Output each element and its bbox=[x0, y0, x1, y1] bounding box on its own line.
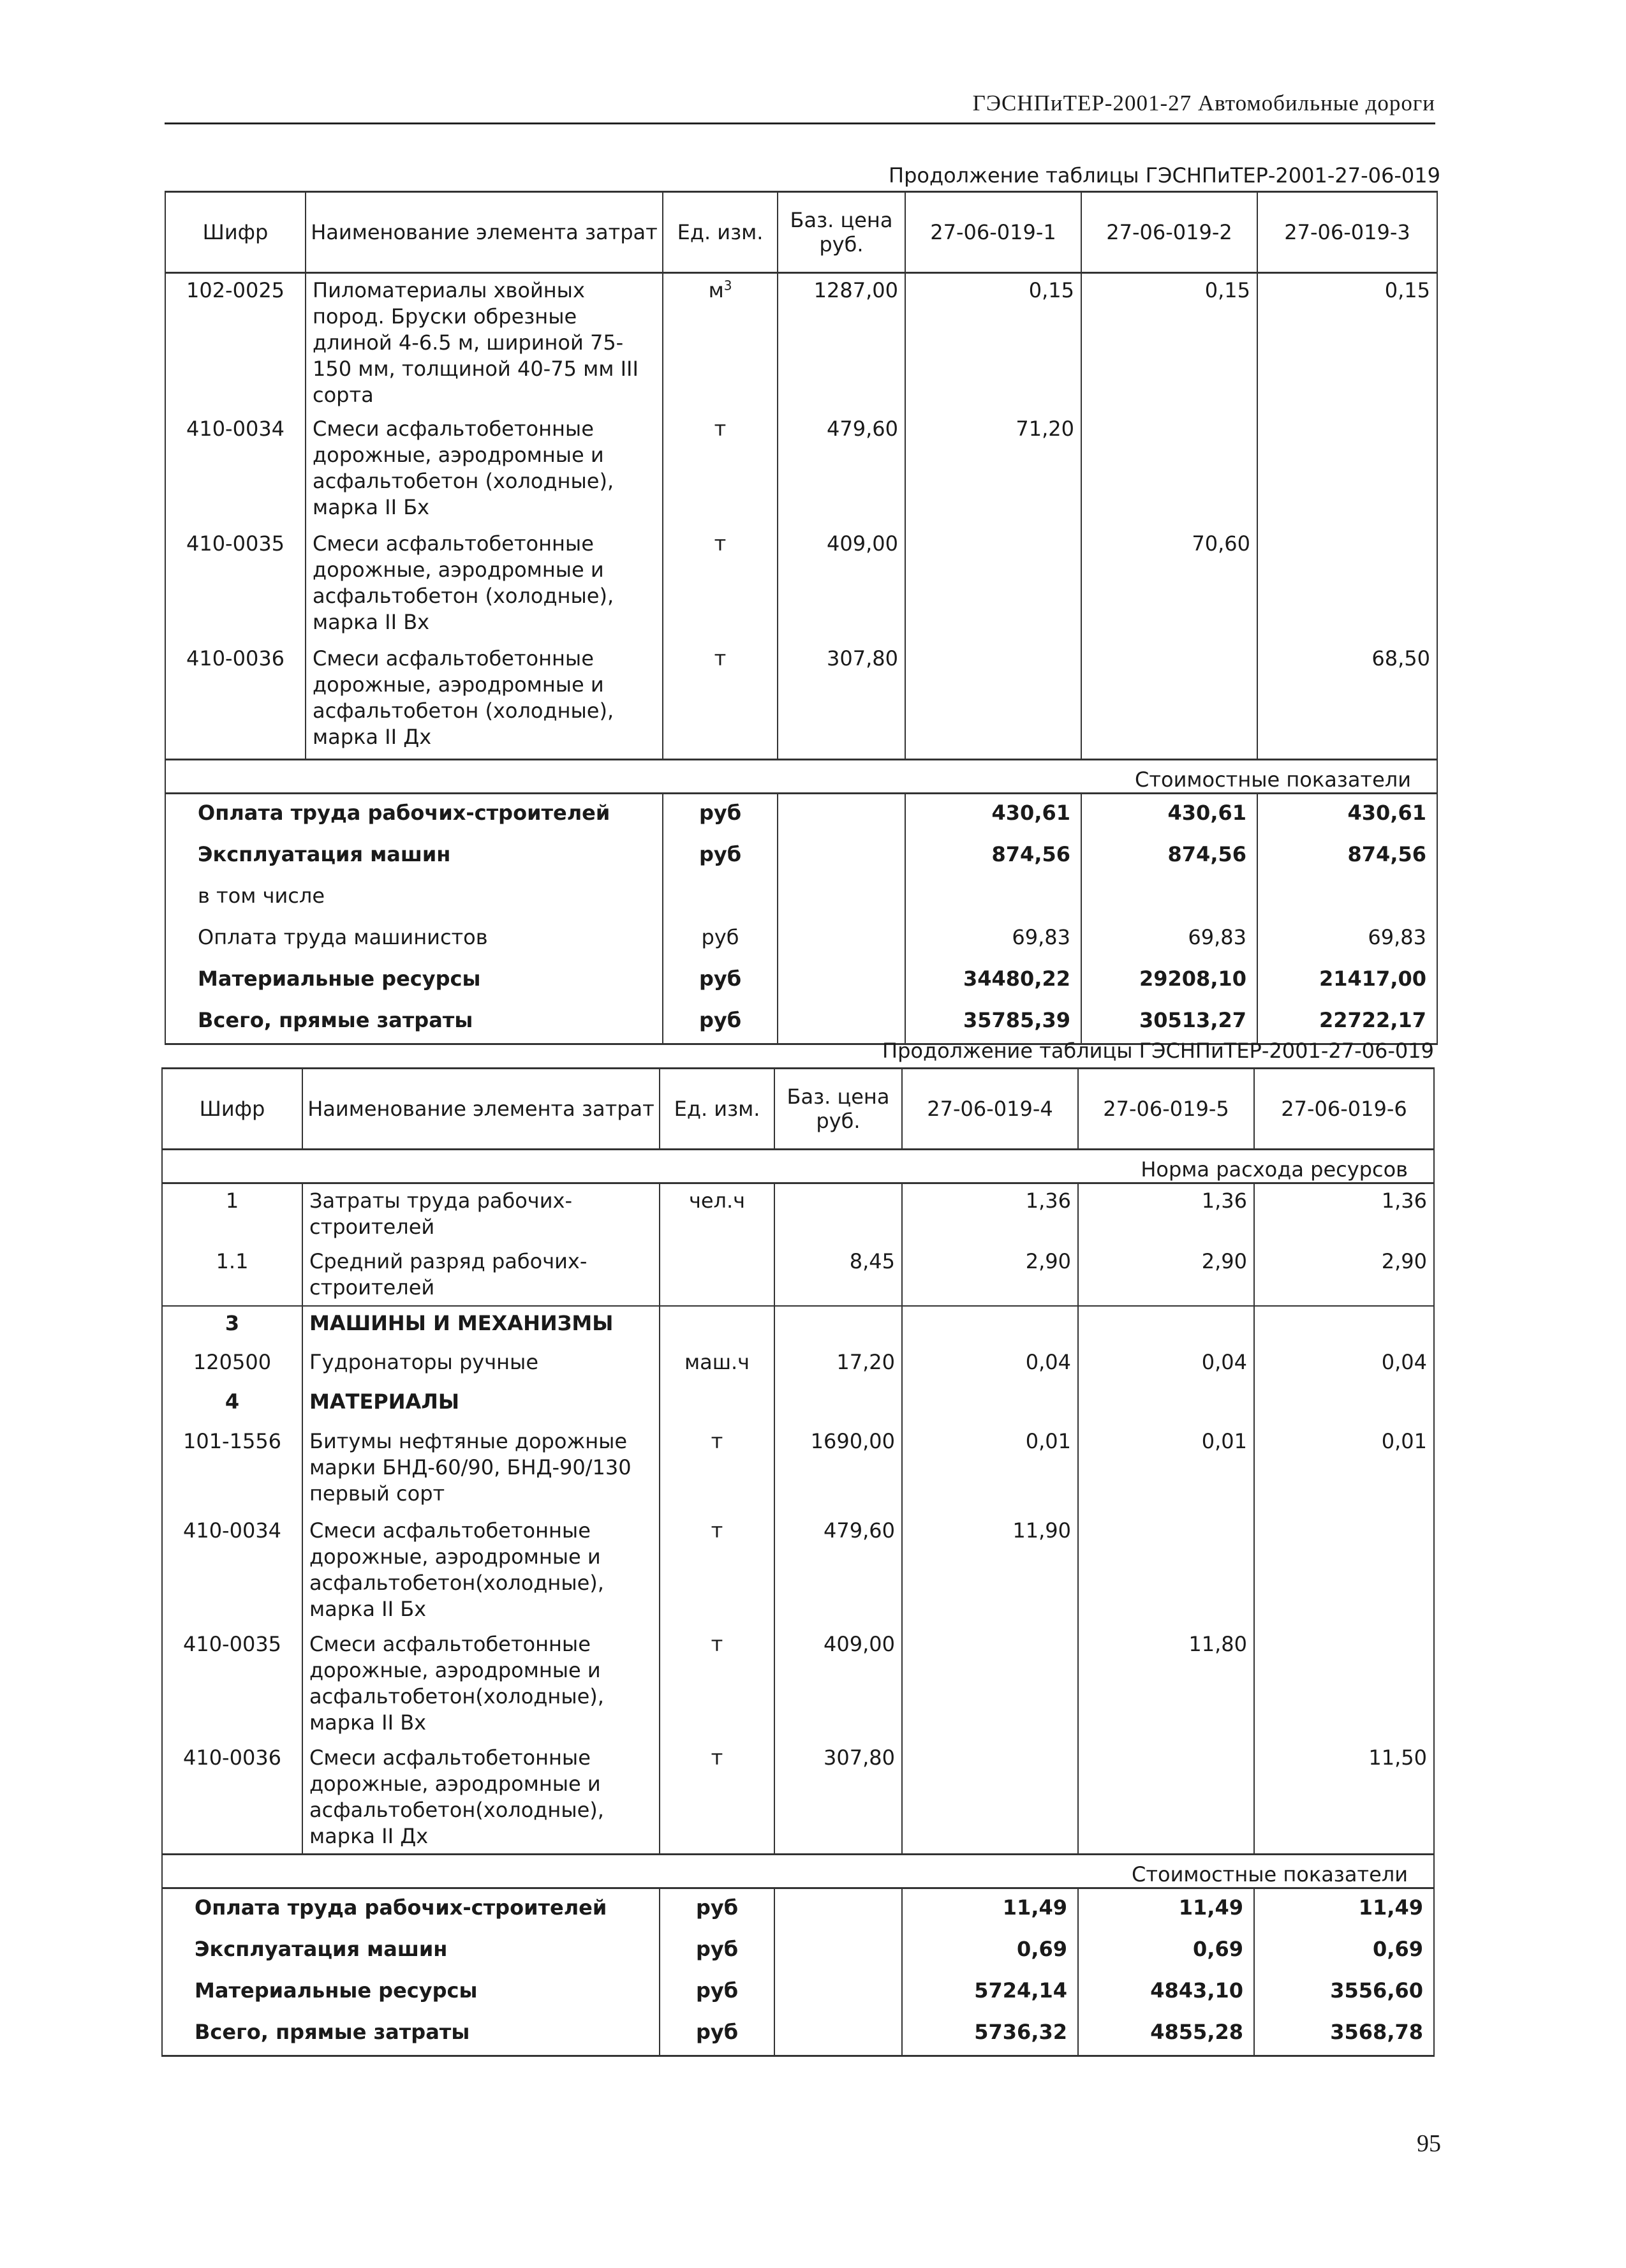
column-header: 27-06-019-4 bbox=[902, 1069, 1078, 1150]
norm-value bbox=[1257, 412, 1437, 527]
resource-name: Затраты труда рабочих-строителей bbox=[302, 1183, 660, 1245]
summary-label: Эксплуатация машин bbox=[162, 1931, 660, 1972]
summary-value: 430,61 bbox=[1081, 793, 1257, 836]
summary-value: 430,61 bbox=[1257, 793, 1437, 836]
summary-unit: руб bbox=[660, 1888, 774, 1931]
band-row bbox=[162, 1854, 1434, 1888]
summary-value: 874,56 bbox=[1257, 836, 1437, 877]
norm-value bbox=[902, 1741, 1078, 1855]
resource-code: 120500 bbox=[162, 1345, 302, 1385]
norm-value: 2,90 bbox=[1078, 1245, 1254, 1306]
summary-empty bbox=[778, 836, 905, 877]
summary-unit: руб bbox=[660, 1931, 774, 1972]
norm-value bbox=[902, 1385, 1078, 1425]
page-header bbox=[165, 84, 1435, 124]
resource-name: Смеси асфальтобетонные дорожные, аэродромные и асфальтобетон (холодные), марка II Дх bbox=[306, 642, 663, 759]
unit: м bbox=[708, 278, 724, 302]
cost-table-1 bbox=[165, 191, 1438, 1045]
resource-name: Гудронаторы ручные bbox=[302, 1345, 660, 1385]
summary-value: 5724,14 bbox=[902, 1972, 1078, 2013]
norm-value bbox=[902, 1627, 1078, 1741]
summary-empty bbox=[778, 1002, 905, 1044]
resource-code: 410-0036 bbox=[165, 642, 306, 759]
unit-cell bbox=[663, 273, 778, 413]
norm-value: 11,50 bbox=[1254, 1741, 1434, 1855]
table-row bbox=[162, 1183, 1434, 1245]
summary-row bbox=[165, 1002, 1437, 1044]
summary-empty bbox=[778, 793, 905, 836]
summary-value: 874,56 bbox=[1081, 836, 1257, 877]
column-header: 27-06-019-2 bbox=[1081, 192, 1257, 273]
summary-value: 0,69 bbox=[902, 1931, 1078, 1972]
column-header: Шифр bbox=[165, 192, 306, 273]
summary-row bbox=[162, 1931, 1434, 1972]
summary-label: в том числе bbox=[165, 877, 663, 919]
norm-value: 0,01 bbox=[902, 1425, 1078, 1514]
norm-value bbox=[1254, 1306, 1434, 1345]
table-row bbox=[165, 412, 1437, 527]
resource-name: Смеси асфальтобетонные дорожные, аэродромные и асфальтобетон(холодные), марка II Дх bbox=[302, 1741, 660, 1855]
summary-empty bbox=[778, 960, 905, 1002]
norm-value: 0,01 bbox=[1254, 1425, 1434, 1514]
column-header: Шифр bbox=[162, 1069, 302, 1150]
summary-row bbox=[165, 877, 1437, 919]
section-band-label: Норма расхода ресурсов bbox=[162, 1150, 1434, 1183]
norm-value: 70,60 bbox=[1081, 527, 1257, 642]
summary-value: 11,49 bbox=[1078, 1888, 1254, 1931]
resource-name: Средний разряд рабочих-строителей bbox=[302, 1245, 660, 1306]
norm-value bbox=[1081, 642, 1257, 759]
unit: маш.ч bbox=[660, 1345, 774, 1385]
summary-value: 0,69 bbox=[1078, 1931, 1254, 1972]
summary-row bbox=[162, 1888, 1434, 1931]
resource-code: 410-0035 bbox=[162, 1627, 302, 1741]
norm-value: 0,15 bbox=[905, 273, 1081, 413]
unit: т bbox=[660, 1741, 774, 1855]
resource-name: Смеси асфальтобетонные дорожные, аэродромные и асфальтобетон (холодные), марка II Бх bbox=[306, 412, 663, 527]
table-row bbox=[162, 1425, 1434, 1514]
resource-name: Смеси асфальтобетонные дорожные, аэродромные и асфальтобетон(холодные), марка II Вх bbox=[302, 1627, 660, 1741]
norm-value: 0,15 bbox=[1081, 273, 1257, 413]
resource-code: 1 bbox=[162, 1183, 302, 1245]
norm-value: 1,36 bbox=[1078, 1183, 1254, 1245]
base-price: 409,00 bbox=[774, 1627, 902, 1741]
resource-code: 410-0035 bbox=[165, 527, 306, 642]
table-row bbox=[165, 273, 1437, 413]
base-price bbox=[774, 1183, 902, 1245]
norm-value bbox=[1078, 1306, 1254, 1345]
summary-unit: руб bbox=[660, 1972, 774, 2013]
unit: чел.ч bbox=[660, 1183, 774, 1245]
table-row bbox=[162, 1345, 1434, 1385]
summary-empty bbox=[774, 2013, 902, 2056]
table-row bbox=[165, 527, 1437, 642]
resource-code: 410-0036 bbox=[162, 1741, 302, 1855]
norm-value bbox=[1078, 1741, 1254, 1855]
section-title: МАШИНЫ И МЕХАНИЗМЫ bbox=[302, 1306, 660, 1345]
summary-value: 21417,00 bbox=[1257, 960, 1437, 1002]
column-header: Ед. изм. bbox=[663, 192, 778, 273]
table-row bbox=[165, 642, 1437, 759]
norm-value: 11,80 bbox=[1078, 1627, 1254, 1741]
base-price: 479,60 bbox=[774, 1514, 902, 1627]
summary-value: 29208,10 bbox=[1081, 960, 1257, 1002]
summary-label: Всего, прямые затраты bbox=[162, 2013, 660, 2056]
norm-value: 71,20 bbox=[905, 412, 1081, 527]
summary-unit bbox=[663, 877, 778, 919]
base-price bbox=[774, 1385, 902, 1425]
section-row bbox=[162, 1385, 1434, 1425]
unit: т bbox=[660, 1425, 774, 1514]
band-row bbox=[162, 1150, 1434, 1183]
summary-value: 4855,28 bbox=[1078, 2013, 1254, 2056]
summary-row bbox=[165, 836, 1437, 877]
unit: т bbox=[663, 527, 778, 642]
column-header: Баз. цена руб. bbox=[774, 1069, 902, 1150]
summary-value: 30513,27 bbox=[1081, 1002, 1257, 1044]
column-header: Наименование элемента затрат bbox=[302, 1069, 660, 1150]
unit: т bbox=[660, 1514, 774, 1627]
norm-value: 68,50 bbox=[1257, 642, 1437, 759]
column-header: Наименование элемента затрат bbox=[306, 192, 663, 273]
table-row bbox=[162, 1514, 1434, 1627]
summary-row bbox=[165, 960, 1437, 1002]
norm-value bbox=[1254, 1514, 1434, 1627]
base-price bbox=[774, 1306, 902, 1345]
summary-empty bbox=[774, 1931, 902, 1972]
summary-label: Оплата труда машинистов bbox=[165, 919, 663, 960]
summary-unit: руб bbox=[663, 960, 778, 1002]
unit: т bbox=[660, 1627, 774, 1741]
norm-value bbox=[1081, 412, 1257, 527]
table-row bbox=[162, 1627, 1434, 1741]
norm-value bbox=[902, 1306, 1078, 1345]
summary-value: 430,61 bbox=[905, 793, 1081, 836]
table-header-row bbox=[165, 192, 1437, 273]
summary-empty bbox=[774, 1888, 902, 1931]
summary-label: Материальные ресурсы bbox=[162, 1972, 660, 2013]
summary-label: Всего, прямые затраты bbox=[165, 1002, 663, 1044]
norm-value: 0,01 bbox=[1078, 1425, 1254, 1514]
summary-value: 4843,10 bbox=[1078, 1972, 1254, 2013]
norm-value bbox=[1254, 1385, 1434, 1425]
column-header: 27-06-019-5 bbox=[1078, 1069, 1254, 1150]
norm-value: 1,36 bbox=[902, 1183, 1078, 1245]
summary-value: 3556,60 bbox=[1254, 1972, 1434, 2013]
resource-name: Пиломатериалы хвойных пород. Бруски обрезные длиной 4-6.5 м, шириной 75-150 мм, толщиной 40-75 мм III сорта bbox=[306, 273, 663, 413]
summary-value: 69,83 bbox=[1257, 919, 1437, 960]
cost-table-2 bbox=[161, 1067, 1435, 2057]
unit bbox=[660, 1306, 774, 1345]
summary-value: 3568,78 bbox=[1254, 2013, 1434, 2056]
section-band-label: Стоимостные показатели bbox=[162, 1854, 1434, 1888]
summary-value: 69,83 bbox=[1081, 919, 1257, 960]
resource-name: Битумы нефтяные дорожные марки БНД-60/90, БНД-90/130 первый сорт bbox=[302, 1425, 660, 1514]
band-row bbox=[165, 759, 1437, 793]
summary-row bbox=[165, 793, 1437, 836]
norm-value bbox=[1254, 1627, 1434, 1741]
norm-value: 0,04 bbox=[1254, 1345, 1434, 1385]
norm-value bbox=[1257, 527, 1437, 642]
unit: т bbox=[663, 642, 778, 759]
norm-value: 0,04 bbox=[1078, 1345, 1254, 1385]
base-price: 307,80 bbox=[778, 642, 905, 759]
base-price: 479,60 bbox=[778, 412, 905, 527]
table2-caption: Продолжение таблицы ГЭСНПиТЕР-2001-27-06-019 bbox=[882, 1039, 1434, 1063]
unit-superscript: 3 bbox=[723, 278, 732, 293]
resource-name: Смеси асфальтобетонные дорожные, аэродромные и асфальтобетон (холодные), марка II Вх bbox=[306, 527, 663, 642]
summary-value: 11,49 bbox=[1254, 1888, 1434, 1931]
summary-value: 5736,32 bbox=[902, 2013, 1078, 2056]
section-code: 3 bbox=[162, 1306, 302, 1345]
summary-value bbox=[905, 877, 1081, 919]
table1-caption: Продолжение таблицы ГЭСНПиТЕР-2001-27-06-019 bbox=[889, 163, 1440, 188]
summary-value: 11,49 bbox=[902, 1888, 1078, 1931]
base-price: 8,45 bbox=[774, 1245, 902, 1306]
column-header: 27-06-019-6 bbox=[1254, 1069, 1434, 1150]
resource-code: 410-0034 bbox=[162, 1514, 302, 1627]
norm-value bbox=[1078, 1385, 1254, 1425]
base-price: 1690,00 bbox=[774, 1425, 902, 1514]
page-number: 95 bbox=[1417, 2130, 1441, 2157]
summary-unit: руб bbox=[663, 1002, 778, 1044]
summary-unit: руб bbox=[660, 2013, 774, 2056]
norm-value: 2,90 bbox=[1254, 1245, 1434, 1306]
summary-unit: руб bbox=[663, 793, 778, 836]
summary-unit: руб bbox=[663, 919, 778, 960]
summary-row bbox=[162, 1972, 1434, 2013]
norm-value bbox=[905, 642, 1081, 759]
summary-row bbox=[165, 919, 1437, 960]
summary-value: 69,83 bbox=[905, 919, 1081, 960]
summary-empty bbox=[774, 1972, 902, 2013]
table-header-row bbox=[162, 1069, 1434, 1150]
summary-unit: руб bbox=[663, 836, 778, 877]
norm-value bbox=[905, 527, 1081, 642]
summary-label: Материальные ресурсы bbox=[165, 960, 663, 1002]
document-title: ГЭСНПиТЕР-2001-27 Автомобильные дороги bbox=[972, 91, 1435, 115]
resource-code: 102-0025 bbox=[165, 273, 306, 413]
summary-empty bbox=[778, 919, 905, 960]
base-price: 1287,00 bbox=[778, 273, 905, 413]
summary-row bbox=[162, 2013, 1434, 2056]
base-price: 307,80 bbox=[774, 1741, 902, 1855]
summary-value bbox=[1081, 877, 1257, 919]
norm-value bbox=[1078, 1514, 1254, 1627]
summary-empty bbox=[778, 877, 905, 919]
column-header: Ед. изм. bbox=[660, 1069, 774, 1150]
table-row bbox=[162, 1245, 1434, 1306]
summary-value: 22722,17 bbox=[1257, 1002, 1437, 1044]
section-title: МАТЕРИАЛЫ bbox=[302, 1385, 660, 1425]
column-header: Баз. цена руб. bbox=[778, 192, 905, 273]
base-price: 17,20 bbox=[774, 1345, 902, 1385]
resource-code: 1.1 bbox=[162, 1245, 302, 1306]
base-price: 409,00 bbox=[778, 527, 905, 642]
summary-label: Оплата труда рабочих-строителей bbox=[165, 793, 663, 836]
unit: т bbox=[663, 412, 778, 527]
summary-value bbox=[1257, 877, 1437, 919]
column-header: 27-06-019-3 bbox=[1257, 192, 1437, 273]
norm-value: 2,90 bbox=[902, 1245, 1078, 1306]
unit bbox=[660, 1245, 774, 1306]
section-band-label: Стоимостные показатели bbox=[165, 759, 1437, 793]
summary-value: 0,69 bbox=[1254, 1931, 1434, 1972]
norm-value: 11,90 bbox=[902, 1514, 1078, 1627]
resource-code: 101-1556 bbox=[162, 1425, 302, 1514]
norm-value: 0,15 bbox=[1257, 273, 1437, 413]
summary-label: Оплата труда рабочих-строителей bbox=[162, 1888, 660, 1931]
norm-value: 0,04 bbox=[902, 1345, 1078, 1385]
norm-value: 1,36 bbox=[1254, 1183, 1434, 1245]
summary-value: 34480,22 bbox=[905, 960, 1081, 1002]
unit bbox=[660, 1385, 774, 1425]
section-code: 4 bbox=[162, 1385, 302, 1425]
resource-code: 410-0034 bbox=[165, 412, 306, 527]
section-row bbox=[162, 1306, 1434, 1345]
table-row bbox=[162, 1741, 1434, 1855]
column-header: 27-06-019-1 bbox=[905, 192, 1081, 273]
summary-value: 35785,39 bbox=[905, 1002, 1081, 1044]
summary-value: 874,56 bbox=[905, 836, 1081, 877]
summary-label: Эксплуатация машин bbox=[165, 836, 663, 877]
resource-name: Смеси асфальтобетонные дорожные, аэродромные и асфальтобетон(холодные), марка II Бх bbox=[302, 1514, 660, 1627]
